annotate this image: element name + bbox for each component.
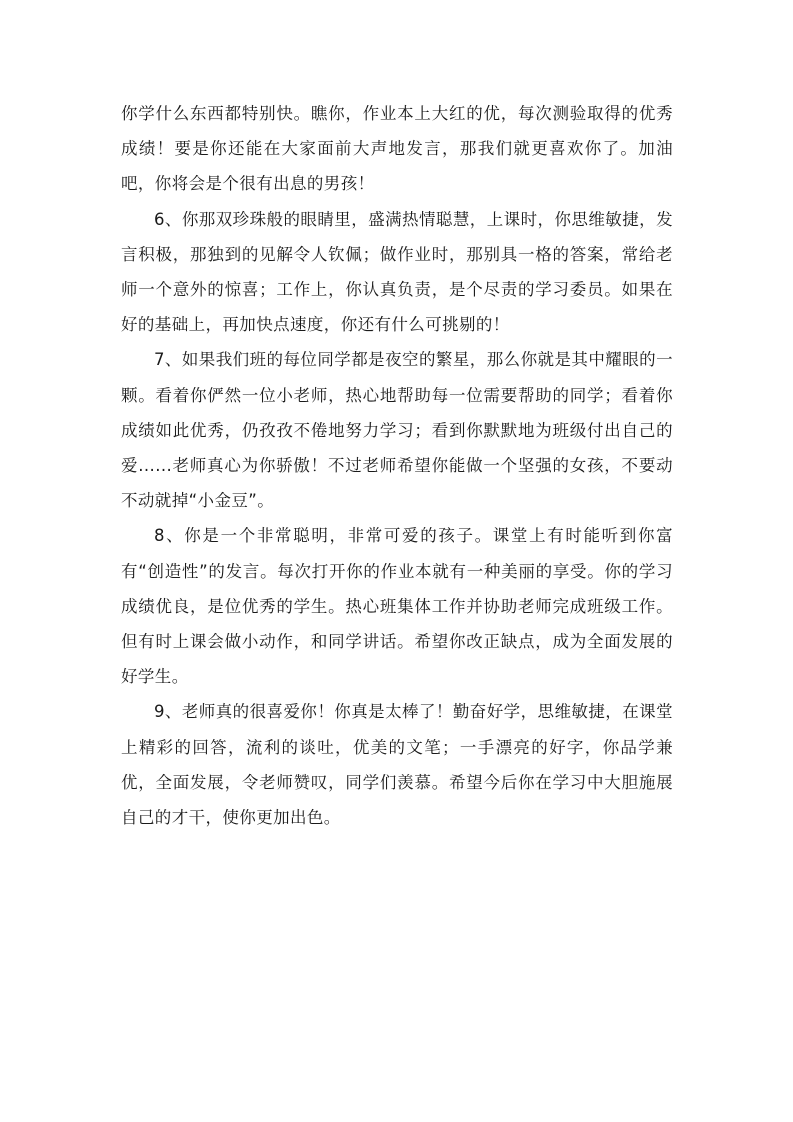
document-page [121,96,673,835]
paragraph-continued: 你学什么东西都特别快。瞧你，作业本上大红的优，每次测验取得的优秀成绩！要是你还能在大家面前大声地发言，那我们就更喜欢你了。加油吧，你将会是个很有出息的男孩！ [121,104,673,194]
paragraph-comment-9: 9、老师真的很喜爱你！你真是太棒了！勤奋好学，思维敏捷，在课堂上精彩的回答，流利的谈吐，优美的文笔；一手漂亮的好字，你品学兼优，全面发展，令老师赞叹，同学们羡慕。希望今后你在学习中大胆施展自己的才干，使你更加出色。 [121,702,673,828]
paragraph-comment-6: 6、你那双珍珠般的眼睛里，盛满热情聪慧，上课时，你思维敏捷，发言积极，那独到的见解令人钦佩；做作业时，那别具一格的答案，常给老师一个意外的惊喜；工作上，你认真负责，是个尽责的学习委员。如果在好的基础上，再加快点速度，你还有什么可挑剔的！ [121,209,673,335]
paragraph-comment-7: 7、如果我们班的每位同学都是夜空的繁星，那么你就是其中耀眼的一颗。看着你俨然一位小老师，热心地帮助每一位需要帮助的同学；看着你成绩如此优秀，仍孜孜不倦地努力学习；看到你默默地为班级付出自己的爱......老师真心为你骄傲！不过老师希望你能做一个坚强的女孩，不要动不动就掉“小金豆”。 [121,350,673,511]
paragraph-comment-8: 8、你是一个非常聪明，非常可爱的孩子。课堂上有时能听到你富有“创造性”的发言。每次打开你的作业本就有一种美丽的享受。你的学习成绩优良，是位优秀的学生。热心班集体工作并协助老师完成班级工作。但有时上课会做小动作，和同学讲话。希望你改正缺点，成为全面发展的好学生。 [121,526,673,687]
